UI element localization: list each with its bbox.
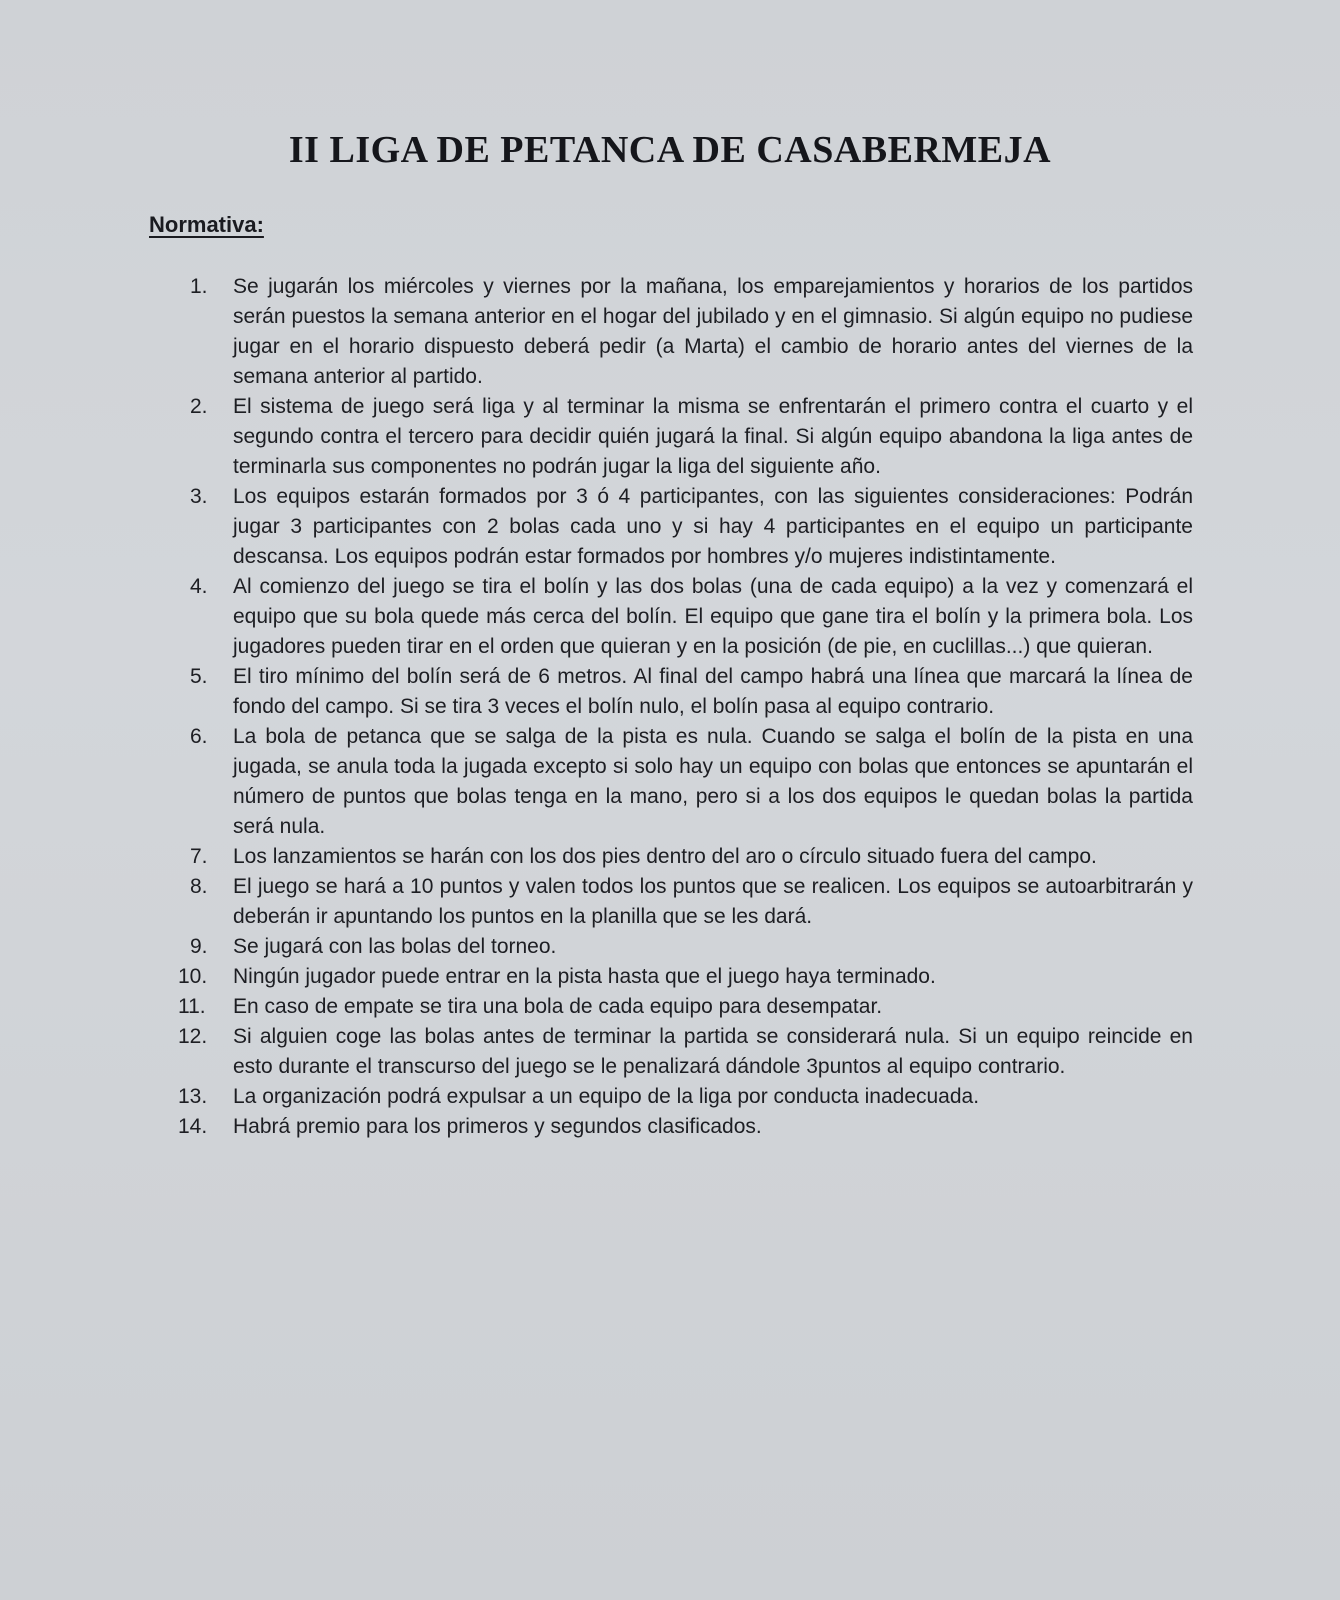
- rule-number: 10.: [178, 965, 208, 988]
- rule-number: 8.: [190, 875, 208, 898]
- rule-text: Se jugarán los miércoles y viernes por la mañana, los emparejamientos y horarios de los partidos serán puestos la semana anterior en el hogar del jubilado y en el gimnasio. Si algún equipo no pudiese jugar en el horario dispuesto deberá pedir (a Marta) el cambio de horario antes del viernes de la semana anterior al partido.: [233, 275, 1193, 388]
- rule-item: [178, 1022, 1193, 1082]
- rule-item: [178, 662, 1193, 722]
- rule-number: 7.: [190, 845, 208, 868]
- rule-text: El tiro mínimo del bolín será de 6 metros. Al final del campo habrá una línea que marcará la línea de fondo del campo. Si se tira 3 veces el bolín nulo, el bolín pasa al equipo contrario.: [233, 665, 1193, 718]
- rule-number: 12.: [178, 1025, 208, 1048]
- rule-text: Ningún jugador puede entrar en la pista hasta que el juego haya terminado.: [233, 965, 936, 988]
- rule-text: La organización podrá expulsar a un equipo de la liga por conducta inadecuada.: [233, 1085, 980, 1108]
- rule-item: [178, 572, 1193, 662]
- rule-number: 14.: [178, 1115, 208, 1138]
- rule-item: [178, 1112, 1193, 1142]
- rule-item: [178, 482, 1193, 572]
- rule-text: Se jugará con las bolas del torneo.: [233, 935, 557, 958]
- rule-text: En caso de empate se tira una bola de cada equipo para desempatar.: [233, 995, 883, 1018]
- rule-number: 4.: [190, 575, 208, 598]
- rules-list: [178, 272, 1193, 1142]
- rule-item: [178, 1082, 1193, 1112]
- rule-number: 3.: [190, 485, 208, 508]
- rule-item: [178, 872, 1193, 932]
- rule-number: 6.: [190, 725, 208, 748]
- rule-number: 2.: [190, 395, 208, 418]
- rule-text: Los lanzamientos se harán con los dos pies dentro del aro o círculo situado fuera del campo.: [233, 845, 1097, 868]
- rule-item: [178, 992, 1193, 1022]
- rule-number: 1.: [190, 275, 208, 298]
- rule-text: El sistema de juego será liga y al terminar la misma se enfrentarán el primero contra el cuarto y el segundo contra el tercero para decidir quién jugará la final. Si algún equipo abandona la liga antes de terminarla sus componentes no podrán jugar la liga del siguiente año.: [233, 395, 1193, 478]
- document-title: II LIGA DE PETANCA DE CASABERMEJA: [288, 129, 1052, 171]
- rule-text: Si alguien coge las bolas antes de terminar la partida se considerará nula. Si un equipo reincide en esto durante el transcurso del juego se le penalizará dándole 3puntos al equipo contrario.: [233, 1025, 1193, 1078]
- rule-item: [178, 842, 1193, 872]
- rule-text: La bola de petanca que se salga de la pista es nula. Cuando se salga el bolín de la pista en una jugada, se anula toda la jugada excepto si solo hay un equipo con bolas que entonces se apuntarán el número de puntos que bolas tenga en la mano, pero si a los dos equipos le quedan bolas la partida será nula.: [233, 725, 1193, 838]
- rule-text: Habrá premio para los primeros y segundos clasificados.: [233, 1115, 762, 1138]
- rule-item: [178, 722, 1193, 842]
- rule-text: Al comienzo del juego se tira el bolín y las dos bolas (una de cada equipo) a la vez y comenzará el equipo que su bola quede más cerca del bolín. El equipo que gane tira el bolín y la primera bola. Los jugadores pueden tirar en el orden que quieran y en la posición (de pie, en cuclillas...) que quieran.: [233, 575, 1193, 658]
- rule-item: [178, 962, 1193, 992]
- rule-text: El juego se hará a 10 puntos y valen todos los puntos que se realicen. Los equipos se autoarbitrarán y deberán ir apuntando los puntos en la planilla que se les dará.: [233, 875, 1193, 928]
- rule-text: Los equipos estarán formados por 3 ó 4 participantes, con las siguientes consideraciones: Podrán jugar 3 participantes con 2 bolas cada uno y si hay 4 participantes en el equipo un participante descansa. Los equipos podrán estar formados por hombres y/o mujeres indistintamente.: [233, 485, 1193, 568]
- rule-number: 9.: [190, 935, 208, 958]
- rule-item: [178, 932, 1193, 962]
- rule-item: [178, 392, 1193, 482]
- rule-number: 5.: [190, 665, 208, 688]
- rule-number: 13.: [178, 1085, 208, 1108]
- rule-number: 11.: [178, 995, 206, 1018]
- rule-item: [178, 272, 1193, 392]
- section-heading: Normativa:: [149, 212, 264, 237]
